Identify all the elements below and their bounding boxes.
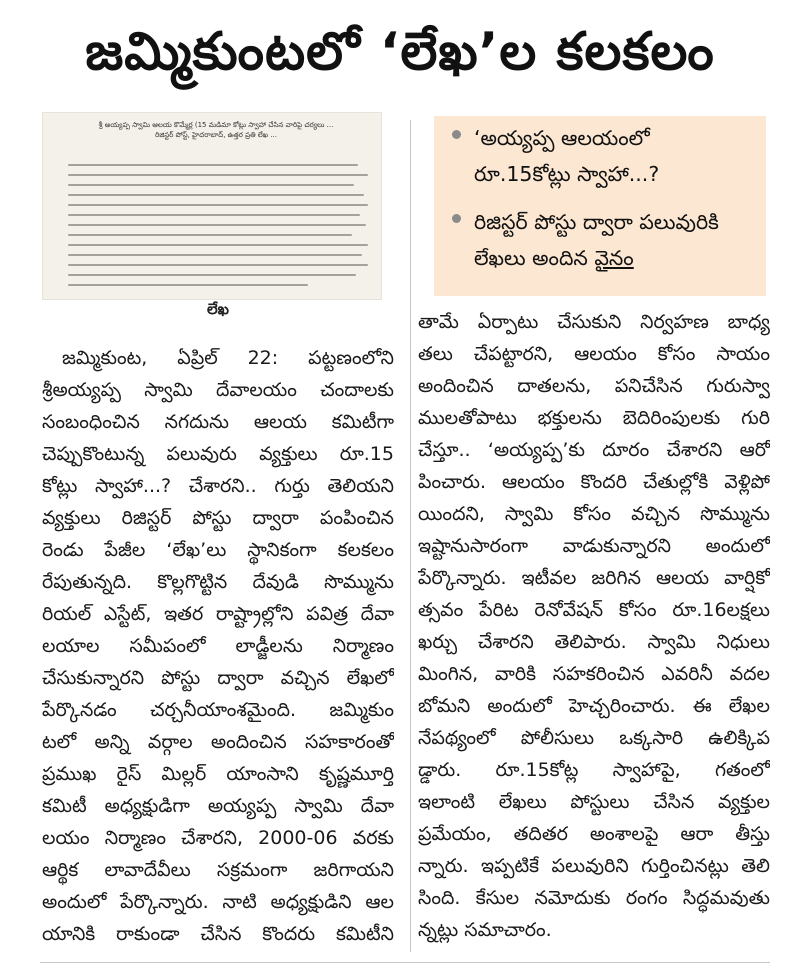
article-line: కోట్లు స్వాహా...? చేశారని.. గుర్తు తెలియని — [42, 475, 394, 497]
article-line: ప్రమేయం, తదితర అంశాలపై ఆరా తీస్తు — [418, 823, 770, 845]
article-line: పేర్కొన్నారు. ఇటీవల జరిగిన ఆలయ వార్షికో — [418, 567, 770, 589]
article-line: రేపుతున్నది. కొల్లగొట్టిన దేవుడి సొమ్మును — [42, 571, 394, 593]
article-line: యానికి రాకుండా చేసిన కొందరు కమిటీని — [42, 923, 394, 945]
article-line: త్సవం పేరిట రెనోవేషన్ కోసం రూ.16లక్షలు — [418, 599, 770, 621]
article-line: కమిటీ అధ్యక్షుడిగా అయ్యప్ప స్వామి దేవా — [42, 795, 394, 817]
article-line: లయాల సమీపంలో లాడ్జీలను నిర్మాణం — [42, 635, 394, 657]
left-column — [42, 342, 394, 950]
article-line: లయం నిర్మాణం చేశారని, 2000-06 వరకు — [42, 827, 394, 849]
article-line: యిందని, స్వామి కోసం వచ్చిన సొమ్మును — [418, 503, 770, 525]
letter-heading-line: రిజిస్టర్ పోస్ట్, హైదరాబాద్, ఉత్తర ప్రతి లేఖ ... — [155, 131, 277, 139]
highlight-item — [452, 120, 762, 192]
article-line: ప్రముఖ రైస్ మిల్లర్ యాంసాని కృష్ణమూర్తి — [42, 763, 394, 785]
right-column — [418, 306, 770, 946]
bullet-icon — [452, 130, 461, 139]
highlight-box — [434, 116, 766, 296]
article-line: ఇష్టానుసారంగా వాడుకున్నారని అందులో — [418, 535, 770, 557]
article-line: పించారు. ఆలయం కొందరి చేతుల్లోకి వెళ్లిపో — [418, 471, 770, 493]
article-line: ఖర్చు చేశారని తెలిపారు. స్వామి నిధులు — [418, 631, 770, 653]
article-line: డ్డారు. రూ.15కోట్ల స్వాహాపై, గతంలో — [418, 759, 770, 781]
letter-photo — [42, 112, 382, 300]
article-line: సంబంధించిన నగదును ఆలయ కమిటీగా — [42, 411, 394, 433]
article-line: శ్రీఅయ్యప్ప స్వామి దేవాలయం చందాలకు — [42, 379, 394, 401]
highlight-item — [452, 204, 762, 276]
article-line: ఇలాంటి లేఖలు పోస్టులు చేసిన వ్యక్తుల — [418, 791, 770, 813]
bottom-rule — [40, 962, 770, 963]
article-line: తలు చేపట్టారని, ఆలయం కోసం సాయం — [418, 343, 770, 365]
article-line: న్నారు. ఇప్పటికే పలువురిని గుర్తించినట్లు తెలి — [418, 855, 770, 877]
article-line: అందులో పేర్కొన్నారు. నాటి అధ్యక్షుడిని ఆల — [42, 891, 394, 913]
article-line: సింది. కేసుల నమోదుకు రంగం సిద్ధమవుతు — [418, 887, 770, 909]
article-line: వ్యక్తులు రిజిస్టర్ పోస్టు ద్వారా పంపించిన — [42, 507, 394, 529]
article-line: చేస్తూ.. ‘అయ్యప్ప’కు దూరం చేశారని ఆరో — [418, 439, 770, 461]
article-line: జమ్మికుంట, ఏప్రిల్ 22: పట్టణంలోని — [62, 347, 394, 369]
article-line: తామే ఏర్పాటు చేసుకుని నిర్వహణ బాధ్య — [418, 311, 770, 333]
article-line: ఆర్థిక లావాదేవీలు సక్రమంగా జరిగాయని — [42, 859, 394, 881]
article-line: రెండు పేజీల ‘లేఖ’లు స్థానికంగా కలకలం — [42, 539, 394, 561]
letter-heading-line: శ్రీ అయ్యప్ప స్వామి ఆలయ కొమ్మేర్ల (15 మడిమా కోట్లు స్వాహా చేసిన వారిపై చర్యలు ... — [98, 121, 334, 129]
article-line: టలో అన్ని వర్గాల అందించిన సహకారంతో — [42, 731, 394, 753]
article-line: నేపథ్యంలో పోలీసులు ఒక్కసారి ఉలిక్కిప — [418, 727, 770, 749]
highlight-line: లేఖలు అందిన వైనం — [474, 246, 634, 270]
headline: జమ్మికుంటలో ‘లేఖ’ల కలకలం — [85, 22, 715, 82]
column-divider — [410, 120, 411, 952]
article-line: అందించిన దాతలను, పనిచేసిన గురుస్వా — [418, 375, 770, 397]
highlight-line: ‘అయ్యప్ప ఆలయంలో — [474, 126, 650, 150]
photo-caption: లేఖ — [207, 300, 229, 318]
article-line: ములతోపాటు భక్తులను బెదిరింపులకు గురి — [418, 407, 770, 429]
article-line: మింగిన, వారికి సహకరించిన ఎవరినీ వదల — [418, 663, 770, 685]
article-line: న్నట్లు సమాచారం. — [418, 919, 552, 941]
article-line: బోమని అందులో హెచ్చరించారు. ఈ లేఖల — [418, 695, 770, 717]
highlight-line: రిజిస్టర్ పోస్టు ద్వారా పలువురికి — [474, 210, 719, 234]
article-line: చేసుకున్నారని పోస్టు ద్వారా వచ్చిన లేఖలో — [42, 667, 394, 689]
article-line: పేర్కొనడం చర్చనీయాంశమైంది. జమ్మికుం — [42, 699, 394, 721]
article-line: చెప్పుకొంటున్న పలువురు వ్యక్తులు రూ.15 — [42, 443, 394, 465]
bullet-icon — [452, 214, 461, 223]
letter-heading — [66, 120, 366, 140]
article-line: రియల్ ఎస్టేట్, ఇతర రాష్ట్రాల్లోని పవిత్ర దేవా — [42, 603, 394, 625]
highlight-line: రూ.15కోట్లు స్వాహా...? — [474, 162, 660, 186]
